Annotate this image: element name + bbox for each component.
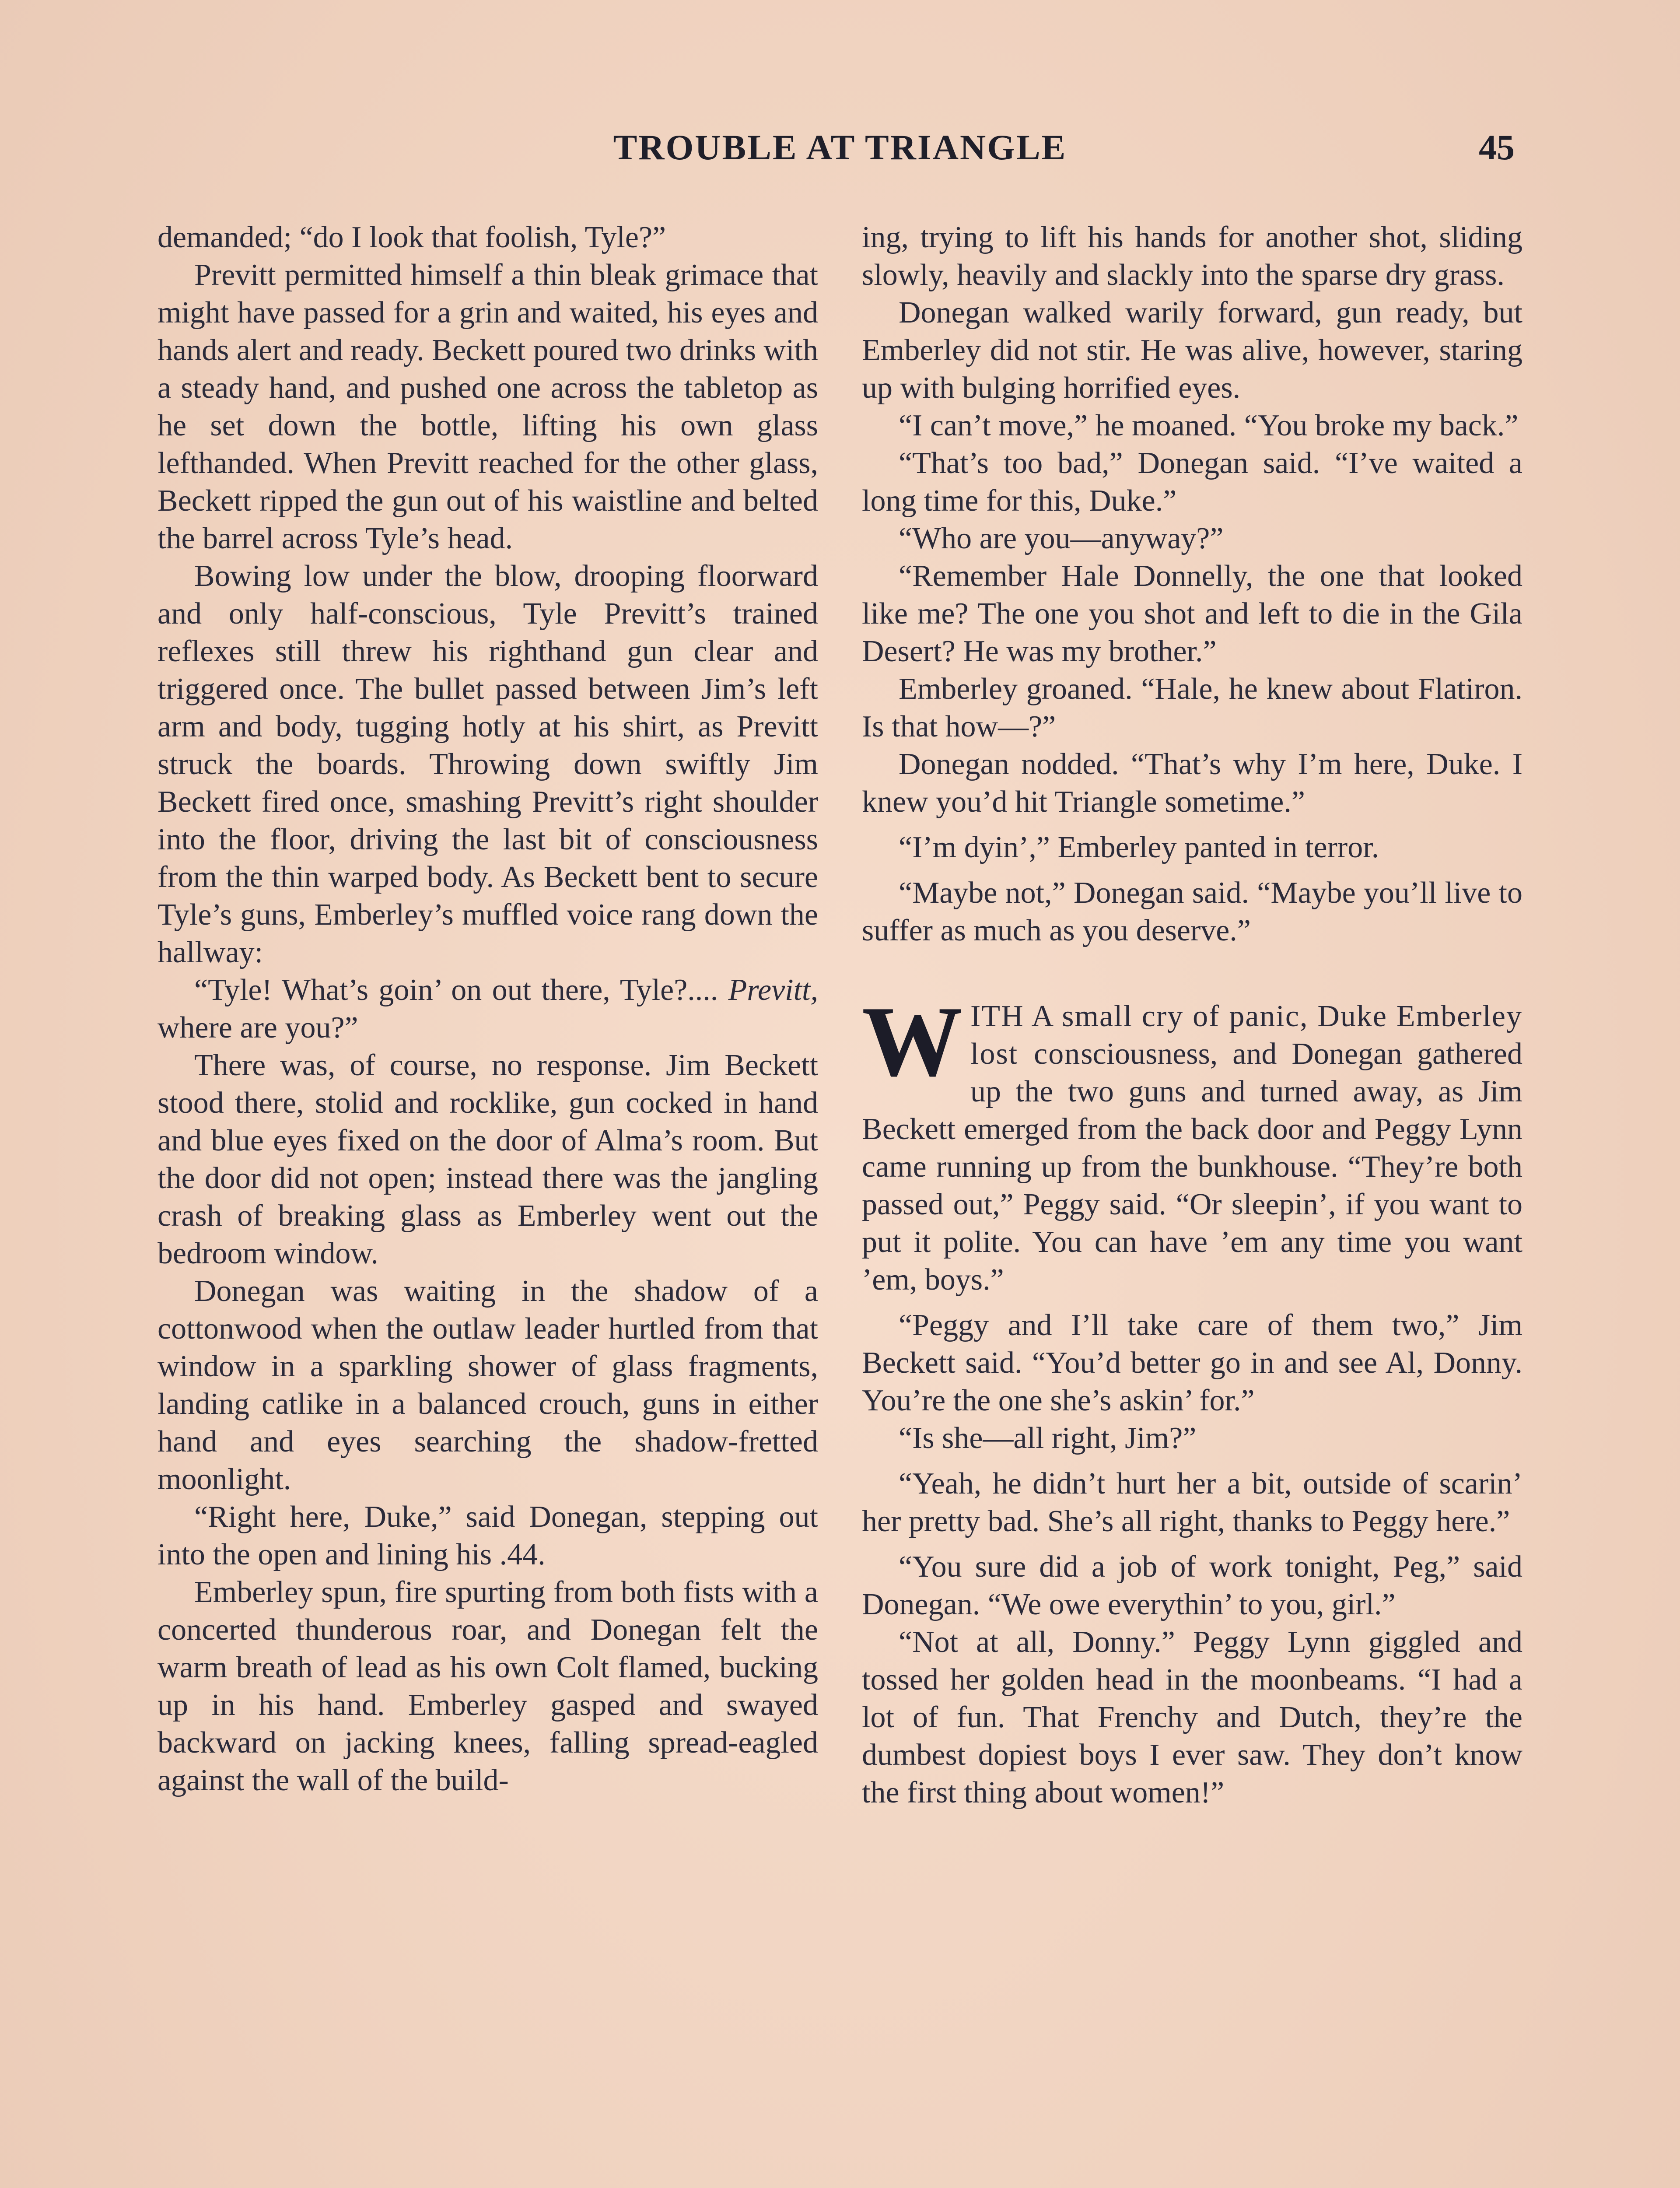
paragraph: “Maybe not,” Donegan said. “Maybe you’ll live to suffer as much as you deserve.” xyxy=(862,876,1522,947)
paragraph: “I can’t move,” he moaned. “You broke my back.” xyxy=(899,409,1519,442)
section-opening-paragraph xyxy=(862,985,1522,1299)
page-number: 45 xyxy=(1479,127,1515,167)
left-column xyxy=(158,219,818,1799)
running-title: TROUBLE AT TRIANGLE xyxy=(613,127,1067,167)
paragraph xyxy=(158,971,818,1047)
paragraph: “I’m dyin’,” Emberley panted in terror. xyxy=(899,831,1379,864)
paragraph: demanded; “do I look that foolish, Tyle?” xyxy=(158,221,666,254)
paragraph: Donegan nodded. “That’s why I’m here, Duke. I knew you’d hit Triangle sometime.” xyxy=(862,747,1522,819)
lead-in-text: ITH A small cry of panic, Duke Emberley lost con xyxy=(970,999,1522,1071)
paragraph: There was, of course, no response. Jim Beckett stood there, stolid and rocklike, gun cocked in hand and blue eyes fixed on the door of Alma’s room. But the door did not open; instead there was the jangling crash of breaking glass as Emberley went out the bedroom window. xyxy=(158,1048,818,1270)
drop-cap: W xyxy=(862,985,962,1097)
paragraph-text: sciousness, and Donegan gathered up the two guns and turned away, as Jim Beckett emerged from the back door and Peggy Lynn came running up from the bunkhouse. “They’re both passed out,” Peggy said. “Or sleepin’, if you want to put it polite. You can have ’em any time you want ’em, boys.” xyxy=(862,1037,1522,1297)
paragraph: Previtt permitted himself a thin bleak grimace that might have passed for a grin and waited, his eyes and hands alert and ready. Beckett poured two drinks with a steady hand, and pushed one across the tabletop as he set down the bottle, lifting his own glass lefthanded. When Previtt reached for the other glass, Beckett ripped the gun out of his waistline and belted the barrel across Tyle’s head. xyxy=(158,258,818,555)
paragraph: “That’s too bad,” Donegan said. “I’ve waited a long time for this, Duke.” xyxy=(862,446,1522,518)
paragraph: Bowing low under the blow, drooping floorward and only half-conscious, Tyle Previtt’s trained reflexes still threw his righthand gun clear and triggered once. The bullet passed between Jim’s left arm and body, tugging hotly at his shirt, as Previtt struck the boards. Throwing down swiftly Jim Beckett fired once, smashing Previtt’s right shoulder into the floor, driving the last bit of consciousness from the thin warped body. As Beckett bent to secure Tyle’s guns, Emberley’s muffled voice rang down the hallway: xyxy=(158,559,818,969)
paragraph: Emberley spun, fire spurting from both fists with a concerted thunderous roar, and Donegan felt the warm breath of lead as his own Colt flamed, bucking up in his hand. Emberley gasped and swayed backward on jacking knees, falling spread-eagled against the wall of the build- xyxy=(158,1575,818,1797)
paragraph: “Yeah, he didn’t hurt her a bit, outside of scarin’ her pretty bad. She’s all right, thanks to Peggy here.” xyxy=(862,1467,1522,1538)
right-column xyxy=(862,219,1522,1812)
paragraph: “You sure did a job of work tonight, Peg,” said Donegan. “We owe everythin’ to you, girl.” xyxy=(862,1550,1522,1621)
paragraph-text: “Tyle! What’s goin’ on out there, Tyle?.... xyxy=(194,973,728,1007)
paragraph: ing, trying to lift his hands for another shot, sliding slowly, heavily and slackly into the sparse dry grass. xyxy=(862,221,1522,292)
paragraph: Emberley groaned. “Hale, he knew about Flatiron. Is that how—?” xyxy=(862,672,1522,743)
paragraph: “Who are you—anyway?” xyxy=(899,522,1224,555)
paragraph-text: where are you?” xyxy=(158,1011,358,1045)
paragraph: “Not at all, Donny.” Peggy Lynn giggled and tossed her golden head in the moonbeams. “I had a lot of fun. That Frenchy and Dutch, they’re the dumbest dopiest boys I ever saw. They don’t know the first thing about women!” xyxy=(862,1625,1522,1809)
emphasized-text: Previtt, xyxy=(728,973,818,1007)
paragraph: Donegan walked warily forward, gun ready, but Emberley did not stir. He was alive, however, staring up with bulging horrified eyes. xyxy=(862,296,1522,405)
paragraph: Donegan was waiting in the shadow of a cottonwood when the outlaw leader hurtled from that window in a sparkling shower of glass fragments, landing catlike in a balanced crouch, guns in either hand and eyes searching the shadow-fretted moonlight. xyxy=(158,1274,818,1496)
paragraph: “Right here, Duke,” said Donegan, stepping out into the open and lining his .44. xyxy=(158,1500,818,1571)
paragraph: “Is she—all right, Jim?” xyxy=(899,1421,1197,1455)
paragraph: “Peggy and I’ll take care of them two,” Jim Beckett said. “You’d better go in and see Al, Donny. You’re the one she’s askin’ for.” xyxy=(862,1308,1522,1417)
paragraph: “Remember Hale Donnelly, the one that looked like me? The one you shot and left to die in the Gila Desert? He was my brother.” xyxy=(862,559,1522,668)
